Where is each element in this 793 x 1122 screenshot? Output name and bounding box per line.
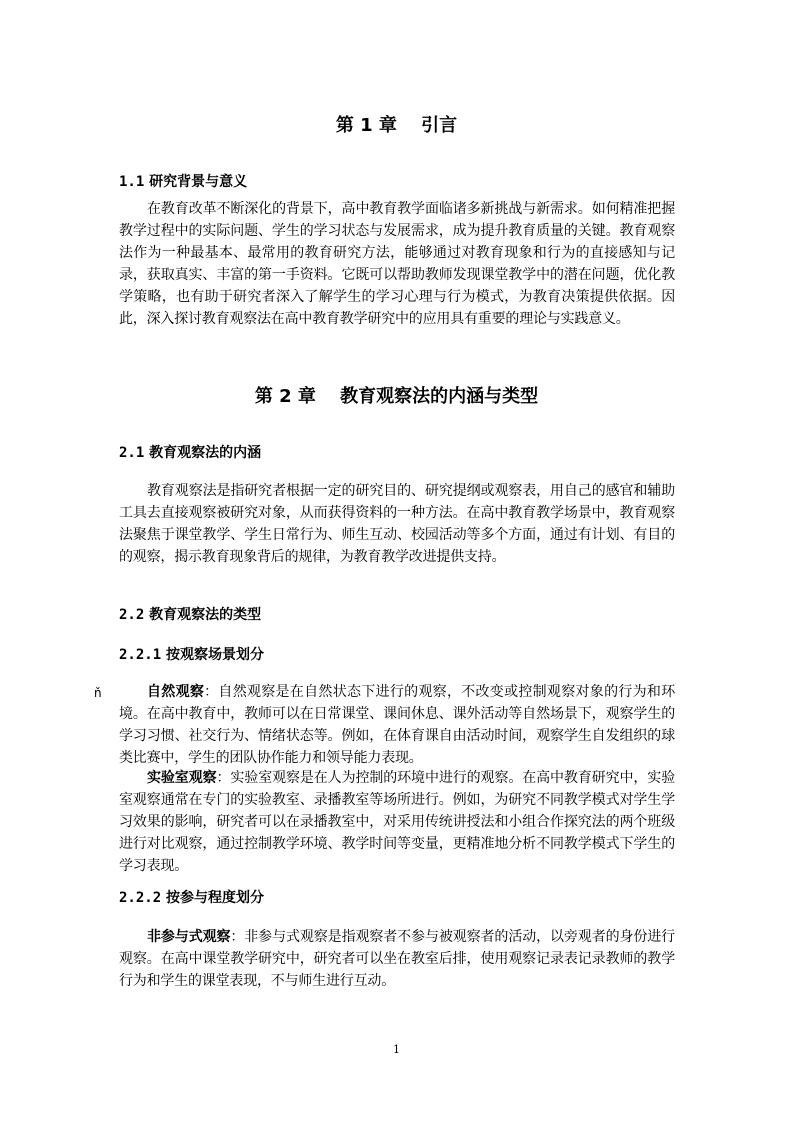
- section-2-2-1-heading: [119, 645, 264, 665]
- natural-observation-paragraph: [119, 681, 675, 769]
- section-1-1-paragraph: 在教育改革不断深化的背景下，高中教育教学面临诸多新挑战与新需求。如何精准把握教学过程中的实际问题、学生的学习状态与发展需求，成为提升教育质量的关键。教育观察法作为一种最基本、最常用的教育研究方法，能够通过对教育现象和行为的直接感知与记录，获取真实、丰富的第一手资料。它既可以帮助教师发现课堂教学中的潜在问题，优化教学策略，也有助于研究者深入了解学生的学习心理与行为模式，为教育决策提供依据。因此，深入探讨教育观察法在高中教育教学研究中的应用具有重要的理论与实践意义。: [119, 201, 675, 327]
- non-participant-observation-paragraph: [119, 926, 675, 992]
- section-title: 教育观察法的类型: [149, 607, 262, 623]
- section-number: 1.1: [119, 174, 145, 190]
- section-2-1-heading: [119, 443, 261, 463]
- chapter-1-title: 第 1 章 引言: [335, 115, 458, 136]
- subsection-title: 按参与程度划分: [166, 890, 265, 906]
- lab-observation-paragraph: [119, 767, 675, 877]
- natural-observation-term: 自然观察: [147, 684, 205, 700]
- page-number: 1: [393, 1043, 400, 1056]
- subsection-number: 2.2.1: [119, 647, 162, 663]
- non-participant-text: ：非参与式观察是指观察者不参与被观察者的活动，以旁观者的身份进行观察。在高中课堂教学研究中，研究者可以坐在教室后排，使用观察记录表记录教师的教学行为和学生的课堂表现，不与师生进行互动。: [119, 929, 675, 989]
- section-2-2-2-heading: [119, 888, 264, 908]
- section-title: 研究背景与意义: [149, 174, 248, 190]
- section-2-1-paragraph: 教育观察法是指研究者根据一定的研究目的、研究提纲或观察表，用自己的感官和辅助工具去直接观察被研究对象，从而获得资料的一种方法。在高中教育教学场景中，教育观察法聚焦于课堂教学、学生日常行为、师生互动、校园活动等多个方面，通过有计划、有目的的观察，揭示教育现象背后的规律，为教育教学改进提供支持。: [119, 483, 675, 565]
- section-2-2-heading: [119, 605, 261, 625]
- section-number: 2.1: [119, 445, 145, 461]
- section-1-1-heading: [119, 172, 247, 192]
- chapter-2-title: 第 2 章 教育观察法的内涵与类型: [254, 386, 539, 407]
- lab-observation-term: 实验室观察: [147, 770, 217, 786]
- section-number: 2.2: [119, 607, 145, 623]
- non-participant-term: 非参与式观察: [147, 929, 231, 945]
- section-title: 教育观察法的内涵: [149, 445, 262, 461]
- subsection-number: 2.2.2: [119, 890, 162, 906]
- lab-observation-text: ：实验室观察是在人为控制的环境中进行的观察。在高中教育研究中，实验室观察通常在专门的实验教室、录播教室等场所进行。例如，为研究不同教学模式对学生学习效果的影响，研究者可以在录播教室中，对采用传统讲授法和小组合作探究法的两个班级进行对比观察，通过控制教学环境、教学时间等变量，更精准地分析不同教学模式下学生的学习表现。: [119, 770, 676, 874]
- stray-mark: ň: [94, 686, 102, 700]
- natural-observation-text: ：自然观察是在自然状态下进行的观察，不改变或控制观察对象的行为和环境。在高中教育中，教师可以在日常课堂、课间休息、课外活动等自然场景下，观察学生的学习习惯、社交行为、情绪状态等。例如，在体育课自由活动时间，观察学生自发组织的球类比赛中，学生的团队协作能力和领导能力表现。: [119, 684, 675, 766]
- subsection-title: 按观察场景划分: [166, 647, 265, 663]
